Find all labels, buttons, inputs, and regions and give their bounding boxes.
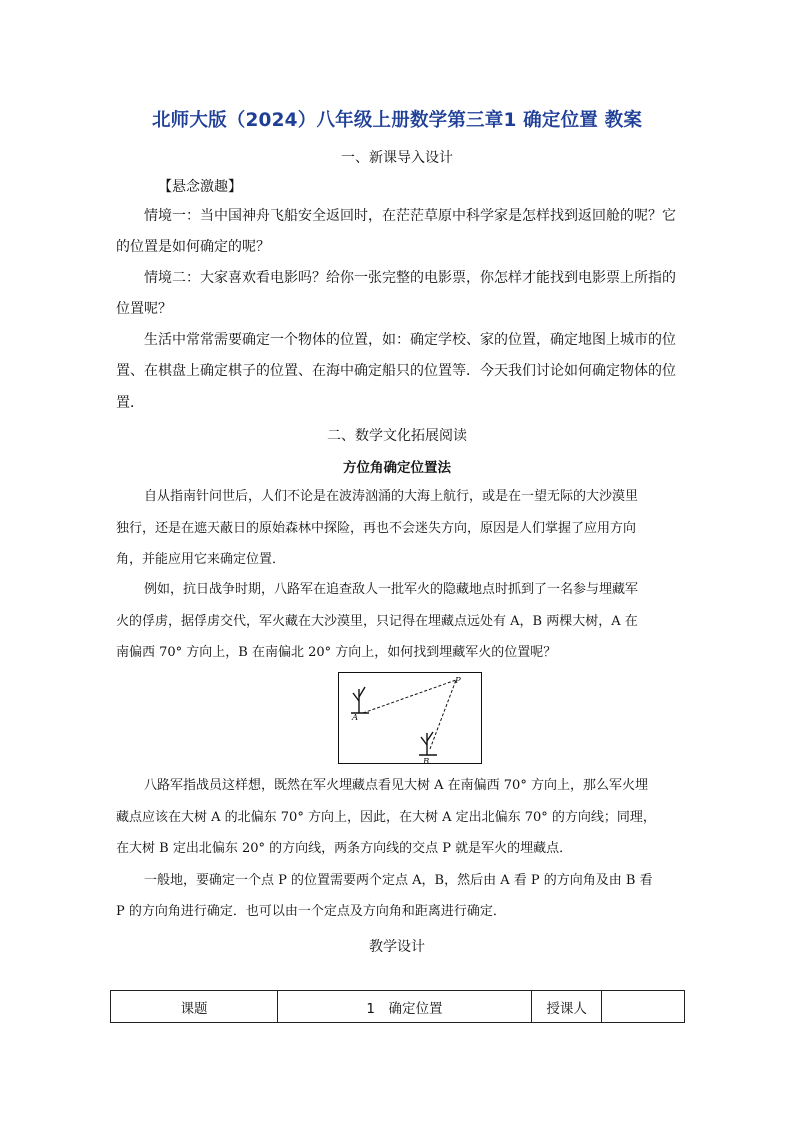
reading-p4-line-2: P 的方向角进行确定．也可以由一个定点及方向角和距离进行确定．	[116, 904, 506, 919]
reading-p1-line-2: 独行，还是在遮天蔽日的原始森林中探险，再也不会迷失方向，原因是人们掌握了应用方向	[116, 521, 637, 536]
table-cell-topic-label: 课题	[111, 991, 278, 1023]
tree-b-icon	[419, 732, 437, 755]
direction-line-a-p	[363, 680, 456, 713]
table-cell-teacher-value	[602, 991, 685, 1023]
label-b: B	[423, 757, 430, 763]
intro-line-1: 生活中常常需要确定一个物体的位置，如：确定学校、家的位置，确定地图上城市的位	[144, 332, 676, 348]
scenario-one-line-1: 情境一：当中国神舟飞船安全返回时，在茫茫草原中科学家是怎样找到返回舱的呢？它	[144, 208, 676, 224]
reading-p3-line-3: 在大树 B 定出北偏东 20° 的方向线，两条方向线的交点 P 就是军火的埋藏点．	[116, 841, 573, 856]
intro-line-2: 置、在棋盘上确定棋子的位置、在海中确定船只的位置等．今天我们讨论如何确定物体的位	[116, 363, 676, 379]
scenario-two-line-2: 位置呢？	[116, 301, 172, 317]
label-a: A	[352, 713, 359, 723]
suspense-label: 【悬念激趣】	[158, 179, 242, 195]
direction-diagram	[339, 673, 481, 763]
section-heading-reading: 二、数学文化拓展阅读	[327, 428, 467, 444]
reading-p3-line-2: 藏点应该在大树 A 的北偏东 70° 方向上，因此，在大树 A 定出北偏东 70° 的方向线；同理，	[116, 810, 656, 825]
intro-line-3: 置．	[116, 395, 144, 411]
direction-figure	[338, 672, 482, 764]
reading-p2-line-2: 火的俘虏，据俘虏交代，军火藏在大沙漠里，只记得在埋藏点远处有 A，B 两棵大树，A 在	[116, 614, 638, 629]
reading-p1-line-3: 角，并能应用它来确定位置．	[116, 552, 286, 567]
reading-title: 方位角确定位置法	[343, 460, 451, 476]
tree-a-icon	[351, 687, 369, 713]
section-heading-intro: 一、新课导入设计	[341, 150, 453, 166]
document-title: 北师大版（2024）八年级上册数学第三章1 确定位置 教案	[151, 110, 643, 131]
table-cell-topic-value: 1 确定位置	[278, 991, 532, 1023]
reading-p3-line-1: 八路军指战员这样想，既然在军火埋藏点看见大树 A 在南偏西 70° 方向上，那么军火埋	[144, 778, 648, 793]
design-heading: 教学设计	[369, 939, 425, 955]
reading-p2-line-1: 例如，抗日战争时期，八路军在追查敌人一批军火的隐藏地点时抓到了一名参与埋藏军	[144, 582, 639, 597]
scenario-one-line-2: 的位置是如何确定的呢？	[116, 239, 270, 255]
reading-p2-line-3: 南偏西 70° 方向上，B 在南偏北 20° 方向上，如何找到埋藏军火的位置呢？	[116, 645, 557, 660]
table-row	[111, 991, 685, 1023]
table-cell-teacher-label: 授课人	[531, 991, 602, 1023]
lesson-design-table	[110, 990, 685, 1023]
reading-p4-line-1: 一般地，要确定一个点 P 的位置需要两个定点 A，B，然后由 A 看 P 的方向角及由 B 看	[144, 873, 653, 888]
scenario-two-line-1: 情境二：大家喜欢看电影吗？给你一张完整的电影票，你怎样才能找到电影票上所指的	[144, 270, 676, 286]
direction-line-b-p	[430, 680, 456, 749]
reading-p1-line-1: 自从指南针问世后，人们不论是在波涛汹涌的大海上航行，或是在一望无际的大沙漠里	[144, 489, 639, 504]
label-p: P	[455, 676, 461, 686]
